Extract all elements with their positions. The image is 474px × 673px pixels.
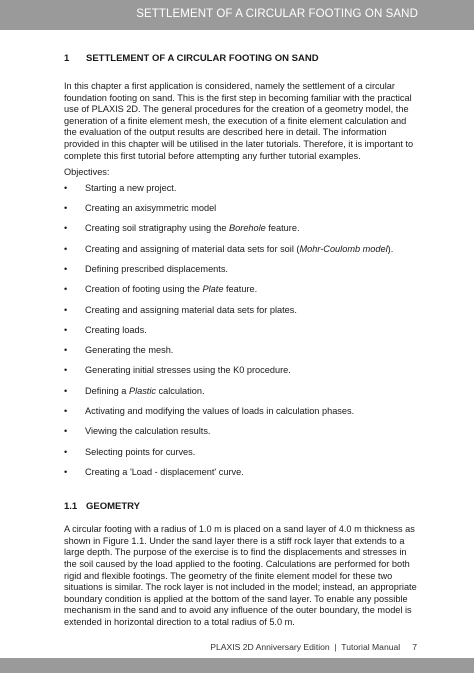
objective-text: Creating a 'Load - displacement' curve.	[85, 466, 244, 477]
bullet-icon: •	[64, 243, 68, 254]
bullet-icon: •	[64, 365, 68, 376]
objective-text: Starting a new project.	[85, 182, 177, 193]
objective-item	[64, 201, 420, 221]
intro-paragraph: In this chapter a first application is considered, namely the settlement of a circular foundation footing on sand. This is the first step in becoming familiar with the practical use of PLAXIS 2D. The general procedures for the creation of a geometry model, the generation of a finite element mesh, the execution of a finite element calculation and the evaluation of the output results are described here in detail. The information provided in this chapter will be utilised in the later tutorials. Therefore, it is important to complete this first tutorial before attempting any further tutorial examples.	[64, 81, 414, 161]
objective-item	[64, 323, 420, 343]
objective-text: Creating and assigning of material data sets for soil (	[85, 243, 300, 254]
objective-text: Creating and assigning material data sets for plates.	[85, 304, 297, 315]
objective-item	[64, 424, 420, 444]
bullet-icon: •	[64, 345, 68, 356]
objective-item	[64, 303, 420, 323]
objective-text: Creation of footing using the	[85, 284, 203, 295]
objective-emphasis: Plastic	[128, 385, 156, 396]
objective-item	[64, 384, 420, 404]
objective-text: Viewing the calculation results.	[85, 426, 211, 437]
objective-item	[64, 262, 420, 282]
objective-item	[64, 404, 420, 424]
objective-text-suffix: calculation.	[156, 385, 205, 396]
objective-text-suffix: feature.	[223, 284, 258, 295]
objective-emphasis: Mohr-Coulomb model	[299, 243, 388, 254]
header-bar	[0, 0, 474, 30]
running-header-title: SETTLEMENT OF A CIRCULAR FOOTING ON SAND	[136, 8, 418, 20]
chapter-title: SETTLEMENT OF A CIRCULAR FOOTING ON SAND	[86, 53, 319, 64]
objective-item	[64, 343, 420, 363]
objective-item	[64, 363, 420, 383]
bullet-icon: •	[64, 304, 68, 315]
objective-text: Selecting points for curves.	[85, 446, 196, 457]
objective-text: Generating initial stresses using the K0 procedure.	[85, 365, 291, 376]
page-footer	[210, 642, 417, 652]
bullet-icon: •	[64, 446, 68, 457]
bullet-icon: •	[64, 263, 68, 274]
objective-text: Creating soil stratigraphy using the	[85, 223, 230, 234]
bullet-icon: •	[64, 426, 68, 437]
bullet-icon: •	[64, 324, 68, 335]
section-heading	[64, 501, 420, 512]
objective-emphasis: Borehole	[229, 223, 266, 234]
objective-text: Creating an axisymmetric model	[85, 203, 217, 214]
bullet-icon: •	[64, 385, 68, 396]
objectives-label: Objectives:	[64, 167, 110, 178]
bullet-icon: •	[64, 466, 68, 477]
objective-item	[64, 282, 420, 302]
footer-text: PLAXIS 2D Anniversary Edition | Tutorial Manual	[210, 642, 401, 652]
page-number: 7	[412, 642, 417, 652]
bullet-icon: •	[64, 406, 68, 417]
objective-emphasis: Plate	[202, 284, 224, 295]
objective-item	[64, 445, 420, 465]
bottom-bar	[0, 658, 474, 673]
objective-text: Activating and modifying the values of loads in calculation phases.	[85, 406, 355, 417]
bullet-icon: •	[64, 203, 68, 214]
geometry-paragraph: A circular footing with a radius of 1.0 m is placed on a sand layer of 4.0 m thickness as shown in Figure 1.1. Under the sand layer there is a stiff rock layer that extends to a large depth. The purpose of the exercise is to find the displacements and stresses in the soil caused by the load applied to the footing. Calculations are performed for both rigid and flexible footings. The geometry of the finite element model for these two situations is similar. The rock layer is not included in the model; instead, an appropriate boundary condition is applied at the bottom of the sand layer. To enable any possible mechanism in the sand and to avoid any influence of the outer boundary, the model is extended in horizontal direction to a total radius of 5.0 m.	[64, 524, 417, 627]
objective-text: Defining prescribed displacements.	[85, 263, 228, 274]
objective-text: Creating loads.	[85, 324, 147, 335]
chapter-heading	[64, 53, 420, 64]
objective-text: Generating the mesh.	[85, 345, 174, 356]
page-content	[64, 53, 420, 629]
objective-text: Defining a	[85, 385, 129, 396]
section-title: GEOMETRY	[86, 501, 141, 513]
objective-item	[64, 181, 420, 201]
section-number: 1.1	[64, 501, 78, 513]
objectives-list	[64, 181, 420, 485]
bullet-icon: •	[64, 182, 68, 193]
objective-text-suffix: ).	[387, 243, 394, 254]
objective-text-suffix: feature.	[265, 223, 300, 234]
objective-item	[64, 221, 420, 241]
bullet-icon: •	[64, 284, 68, 295]
objective-item	[64, 465, 420, 485]
chapter-number: 1	[64, 53, 70, 64]
objective-item	[64, 242, 420, 262]
bullet-icon: •	[64, 223, 68, 234]
